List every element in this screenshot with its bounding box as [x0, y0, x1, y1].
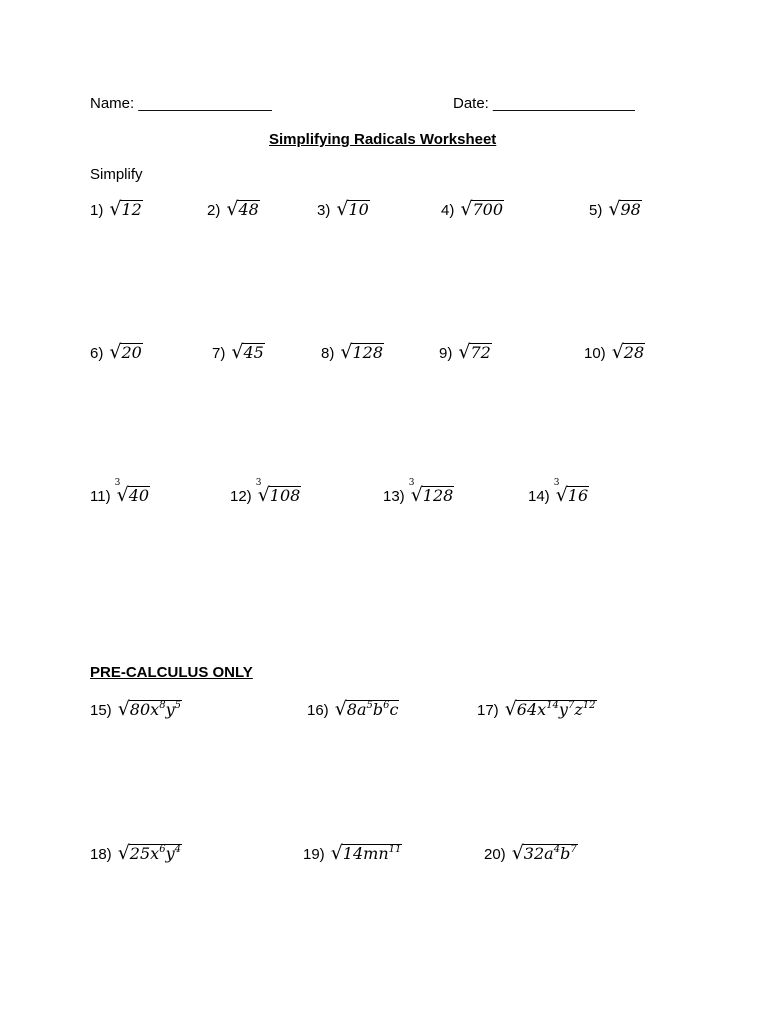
radical-sign: √ [504, 698, 517, 720]
radical-sign: √ [109, 341, 122, 363]
problem-number: 1) [90, 202, 104, 219]
radical-sign: √ [458, 341, 471, 363]
radicand: $14mn^{11}$ [342, 843, 402, 863]
problem-number: 14) [528, 488, 550, 505]
radical-sign: √ [334, 698, 347, 720]
radical-expression [114, 478, 150, 506]
radical-expression [226, 200, 259, 219]
problem-1 [90, 200, 143, 219]
problem-7 [212, 343, 265, 362]
problem-number: 13) [383, 488, 405, 505]
problem-number: 4) [441, 202, 455, 219]
problem-19 [303, 844, 402, 863]
radicand: $8a^5b^6c$ [346, 699, 399, 719]
radical-expression [408, 478, 455, 506]
problem-8 [321, 343, 384, 362]
problem-number: 12) [230, 488, 252, 505]
problem-10 [584, 343, 645, 362]
problem-4 [441, 200, 504, 219]
radical-sign: √ [460, 198, 473, 220]
radical-sign: √ [117, 842, 130, 864]
radical-expression [331, 844, 403, 863]
problem-number: 11) [90, 488, 111, 505]
problem-number: 8) [321, 345, 335, 362]
problem-5 [589, 200, 642, 219]
name-field-label: Name: ________________ [90, 95, 272, 112]
radicand: 16 [567, 486, 589, 505]
radical-sign: √ [410, 484, 423, 506]
radical-expression [512, 844, 578, 863]
radical-sign: √ [117, 698, 130, 720]
radicand: 128 [352, 343, 383, 362]
date-field-label: Date: _________________ [453, 95, 635, 112]
problem-number: 7) [212, 345, 226, 362]
problem-number: 5) [589, 202, 603, 219]
problem-16 [307, 700, 399, 719]
problem-number: 17) [477, 702, 499, 719]
radical-expression [118, 700, 182, 719]
problem-number: 19) [303, 846, 325, 863]
radicand: 20 [121, 343, 142, 362]
radical-sign: √ [109, 198, 122, 220]
radical-expression [109, 200, 142, 219]
radical-expression [231, 343, 264, 362]
instruction-text: Simplify [90, 166, 143, 183]
radical-sign: √ [336, 198, 349, 220]
radical-expression [335, 700, 400, 719]
problem-20 [484, 844, 578, 863]
radicand: 48 [238, 200, 259, 219]
radical-expression [460, 200, 504, 219]
section-title: PRE-CALCULUS ONLY [90, 664, 253, 681]
radical-expression [336, 200, 369, 219]
problem-number: 3) [317, 202, 331, 219]
radicand: 700 [472, 200, 503, 219]
problem-number: 18) [90, 846, 112, 863]
problem-18 [90, 844, 182, 863]
radical-expression [109, 343, 142, 362]
radicand: 28 [623, 343, 645, 362]
radical-index: 3 [255, 478, 262, 488]
problem-2 [207, 200, 260, 219]
radicand: $25x^6y^4$ [129, 843, 181, 863]
problem-14 [528, 478, 589, 506]
problem-9 [439, 343, 492, 362]
problem-number: 6) [90, 345, 104, 362]
radicand: $80x^8y^5$ [129, 699, 181, 719]
radical-expression [612, 343, 645, 362]
radicand: 40 [128, 486, 150, 505]
radical-sign: √ [116, 484, 129, 506]
radical-expression [255, 478, 302, 506]
problem-6 [90, 343, 143, 362]
problem-3 [317, 200, 370, 219]
radical-expression [553, 478, 589, 506]
radical-expression [340, 343, 384, 362]
radical-sign: √ [226, 198, 239, 220]
problem-12 [230, 478, 301, 506]
radical-index: 3 [553, 478, 560, 488]
radical-sign: √ [608, 198, 621, 220]
problem-number: 10) [584, 345, 606, 362]
problem-15 [90, 700, 182, 719]
radical-expression [608, 200, 641, 219]
radicand: 72 [470, 343, 491, 362]
radicand: 12 [121, 200, 142, 219]
radicand: 45 [243, 343, 264, 362]
radicand: 128 [422, 486, 454, 505]
radical-sign: √ [330, 842, 343, 864]
radical-expression [118, 844, 182, 863]
problem-number: 9) [439, 345, 453, 362]
radical-sign: √ [611, 341, 624, 363]
problem-number: 16) [307, 702, 329, 719]
radical-sign: √ [555, 484, 568, 506]
radical-expression [505, 700, 597, 719]
radicand: 10 [348, 200, 369, 219]
problem-number: 2) [207, 202, 221, 219]
radical-sign: √ [231, 341, 244, 363]
worksheet-title: Simplifying Radicals Worksheet [269, 131, 497, 148]
problem-number: 15) [90, 702, 112, 719]
radical-sign: √ [511, 842, 524, 864]
radicand: $32a^4b^7$ [523, 843, 577, 863]
radical-index: 3 [408, 478, 415, 488]
problem-number: 20) [484, 846, 506, 863]
problem-11 [90, 478, 150, 506]
radical-index: 3 [114, 478, 121, 488]
radical-sign: √ [257, 484, 270, 506]
radical-sign: √ [340, 341, 353, 363]
radicand: $64x^{14}y^7z^{12}$ [516, 699, 596, 719]
radical-expression [458, 343, 491, 362]
problem-17 [477, 700, 597, 719]
radicand: 98 [620, 200, 641, 219]
problem-13 [383, 478, 454, 506]
radicand: 108 [269, 486, 301, 505]
